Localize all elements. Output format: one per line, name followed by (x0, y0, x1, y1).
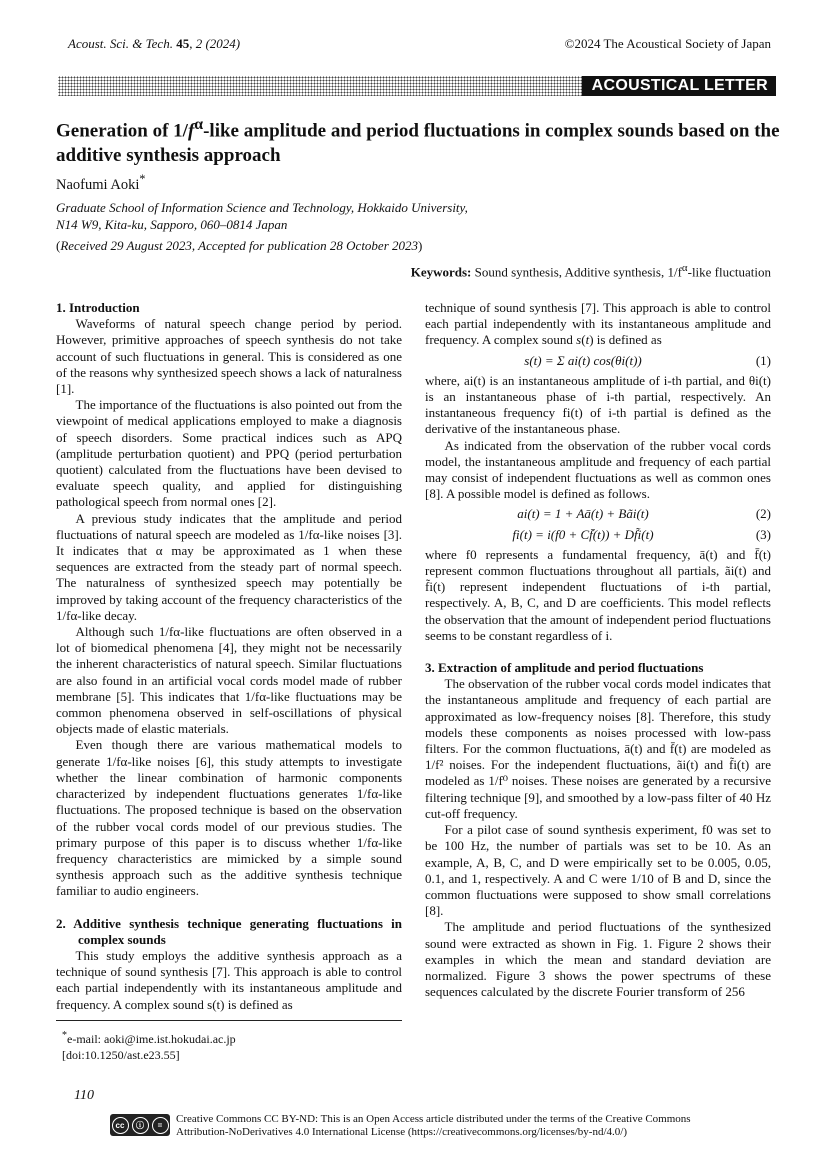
equation-1: s(t) = Σ ai(t) cos(θi(t)) (1) (524, 352, 771, 368)
section-1-heading: 1. Introduction (56, 300, 140, 315)
affiliation: Graduate School of Information Science and Technology, Hokkaido University, N14 W9, Kita-ku, Sapporo, 060–0814 Japan (56, 200, 468, 232)
journal-name: Acoust. Sci. & Tech. (68, 36, 173, 51)
keywords: Keywords: Sound synthesis, Additive synthesis, $1/f^\alpha$-like fluctuation (410, 262, 771, 280)
paragraph: For a pilot case of sound synthesis experiment, f0 was set to be 100 Hz, the number of partials was set to be 10. As an example, A, B, C, and D were empirically set to be 0.005, 0.05, 0.1, and 1, respectively. A and C were 1/10 of B and D, since the common fluctuations were supposed to show small correlations [8]. (425, 822, 771, 919)
paragraph: Although such 1/fα-like fluctuations are often observed in a lot of biomedical phenomena [4], they might not be necessarily the inherent characteristics of natural speech. Similar fluctuations are also found in an artificial vocal cords model made of rubber membrane [5]. This indicates that 1/fα-like fluctuations may be common phenomena observed in self-oscillations of physical objects made of elastic materials. (56, 624, 402, 737)
cc-license-icon: cc ⓘ = (110, 1114, 170, 1136)
paragraph: The amplitude and period fluctuations of the synthesized sound were extracted as shown in Fig. 1. Figure 2 shows their examples in which the mean and standard deviation are normalized. Figure 3 shows the power spectrums of these sequences calculated by the discrete Fourier transform of 256 (425, 919, 771, 1000)
section-3-heading: 3. Extraction of amplitude and period fluctuations (425, 660, 704, 676)
paragraph: The observation of the rubber vocal cords model indicates that the instantaneous amplitude and frequency of each partial are approximated as low-frequency noises [8]. Therefore, this study models these components as noises processed with low-pass filters. For the common fluctuations, ā(t) and f̄(t) are modeled as 1/f² noises. For the independent fluctuations, ãi(t) and f̃i(t) are modeled as 1/f⁰ noises. These noises are generated by a recursive filtering technique [9], and smoothed by a low-pass filter of 40 Hz cut-off frequency. (425, 676, 771, 821)
article-type-label: ACOUSTICAL LETTER (582, 76, 776, 96)
paragraph: where, ai(t) is an instantaneous amplitude of i-th partial, and θi(t) is an instantaneous phase of i-th partial, respectively. An instantaneous frequency fi(t) of i-th partial is defined as the derivative of the instantaneous phase. (425, 372, 771, 437)
left-column (56, 300, 402, 1012)
received-dates: (Received 29 August 2023, Accepted for publication 28 October 2023) (56, 238, 423, 253)
equation-2: ai(t) = 1 + Aā(t) + Bãi(t) (2) (517, 506, 771, 522)
author-name: Naofumi Aoki* (56, 172, 146, 193)
page-number: 110 (74, 1088, 94, 1103)
paragraph: The importance of the fluctuations is also pointed out from the viewpoint of medical applications employed to make a diagnosis of speech disorders. Some practical indices such as APQ (amplitude perturbation quotient) and PPQ (period perturbation quotient) calculated from the fluctuations have been devised to evaluate speech quality, and applied for distinguishing pathological speech from normal ones [2]. (56, 397, 402, 510)
paragraph: As indicated from the observation of the rubber vocal cords model, the instantaneous amplitude and frequency of each partial may consist of independent fluctuations as well as common ones [8]. A possible model is defined as follows. (425, 437, 771, 502)
footnote-divider (56, 1020, 402, 1021)
paragraph: Even though there are various mathematical models to generate 1/fα-like noises [6], this study attempts to investigate whether the linear combination of harmonic components characterized by independent fluctuations generates 1/fα-like fluctuations. The proposed technique is based on the observation of the rubber vocal cords model of our previous studies. The primary purpose of this paper is to discuss whether 1/fα-like frequency characteristics are mimicked by a simple sound synthesis approach such as the additive synthesis technique familiar to audio engineers. (56, 737, 402, 899)
paragraph: Waveforms of natural speech change period by period. However, primitive approaches of speech synthesis do not take account of such fluctuations in general. This is considered as one of the reasons why synthesized speech shows a lack of naturalness [1]. (56, 316, 402, 397)
section-band (58, 76, 776, 96)
section-2-heading: 2. Additive synthesis technique generating fluctuations in complex sounds (56, 915, 402, 947)
license-text: Creative Commons CC BY-ND: This is an Open Access article distributed under the terms of the Creative Commons Attribution-NoDerivatives 4.0 International License (https://creativecommons.org/licenses/by-nd/4.0/) (176, 1113, 691, 1138)
author-email: e-mail: aoki@ime.ist.hokudai.ac.jp (67, 1032, 236, 1046)
equation-3: fi(t) = i(f0 + Cf̄(t)) + Df̃i(t) (3) (512, 526, 771, 542)
doi: [doi:10.1250/ast.e23.55] (62, 1048, 180, 1062)
copyright-notice: ©2024 The Acoustical Society of Japan (564, 36, 771, 51)
journal-issue: , 2 (2024) (189, 36, 241, 51)
paragraph: where f0 represents a fundamental frequency, ā(t) and f̄(t) represent common fluctuations throughout all partials, ãi(t) and f̃i(t) represent independent fluctuations of i-th partial, respectively. A, B, C, and D are coefficients. This model reflects the observation that the amount of independent period fluctuations seems to be constant regardless of i. (425, 546, 771, 643)
footnote: *e-mail: aoki@ime.ist.hokudai.ac.jp [doi:10.1250/ast.e23.55] (62, 1030, 236, 1062)
paragraph: A previous study indicates that the amplitude and period fluctuations of natural speech are modeled as 1/fα-like noises [3]. It indicates that α may be approximated as 1 when these sequences are extracted from the steady part of normal speech. The naturalness of synthesized speech may potentially be improved by taking account of the frequency characteristics of the 1/fα-like decay. (56, 510, 402, 623)
paragraph: This study employs the additive synthesis approach as a technique of sound synthesis [7]. This approach is able to control each partial independently with its instantaneous amplitude and frequency. A complex sound s(t) is defined as (56, 947, 402, 1012)
journal-citation (68, 36, 240, 52)
journal-volume: 45 (176, 36, 190, 51)
paper-title: Generation of $1/f^\alpha$-like amplitude and period fluctuations in complex sounds based on the additive synthesis approach (56, 116, 780, 167)
right-column (425, 300, 771, 1000)
paragraph-continued: technique of sound synthesis [7]. This approach is able to control each partial independently with its instantaneous amplitude and frequency. A complex sound s(t) is defined as (425, 300, 771, 348)
